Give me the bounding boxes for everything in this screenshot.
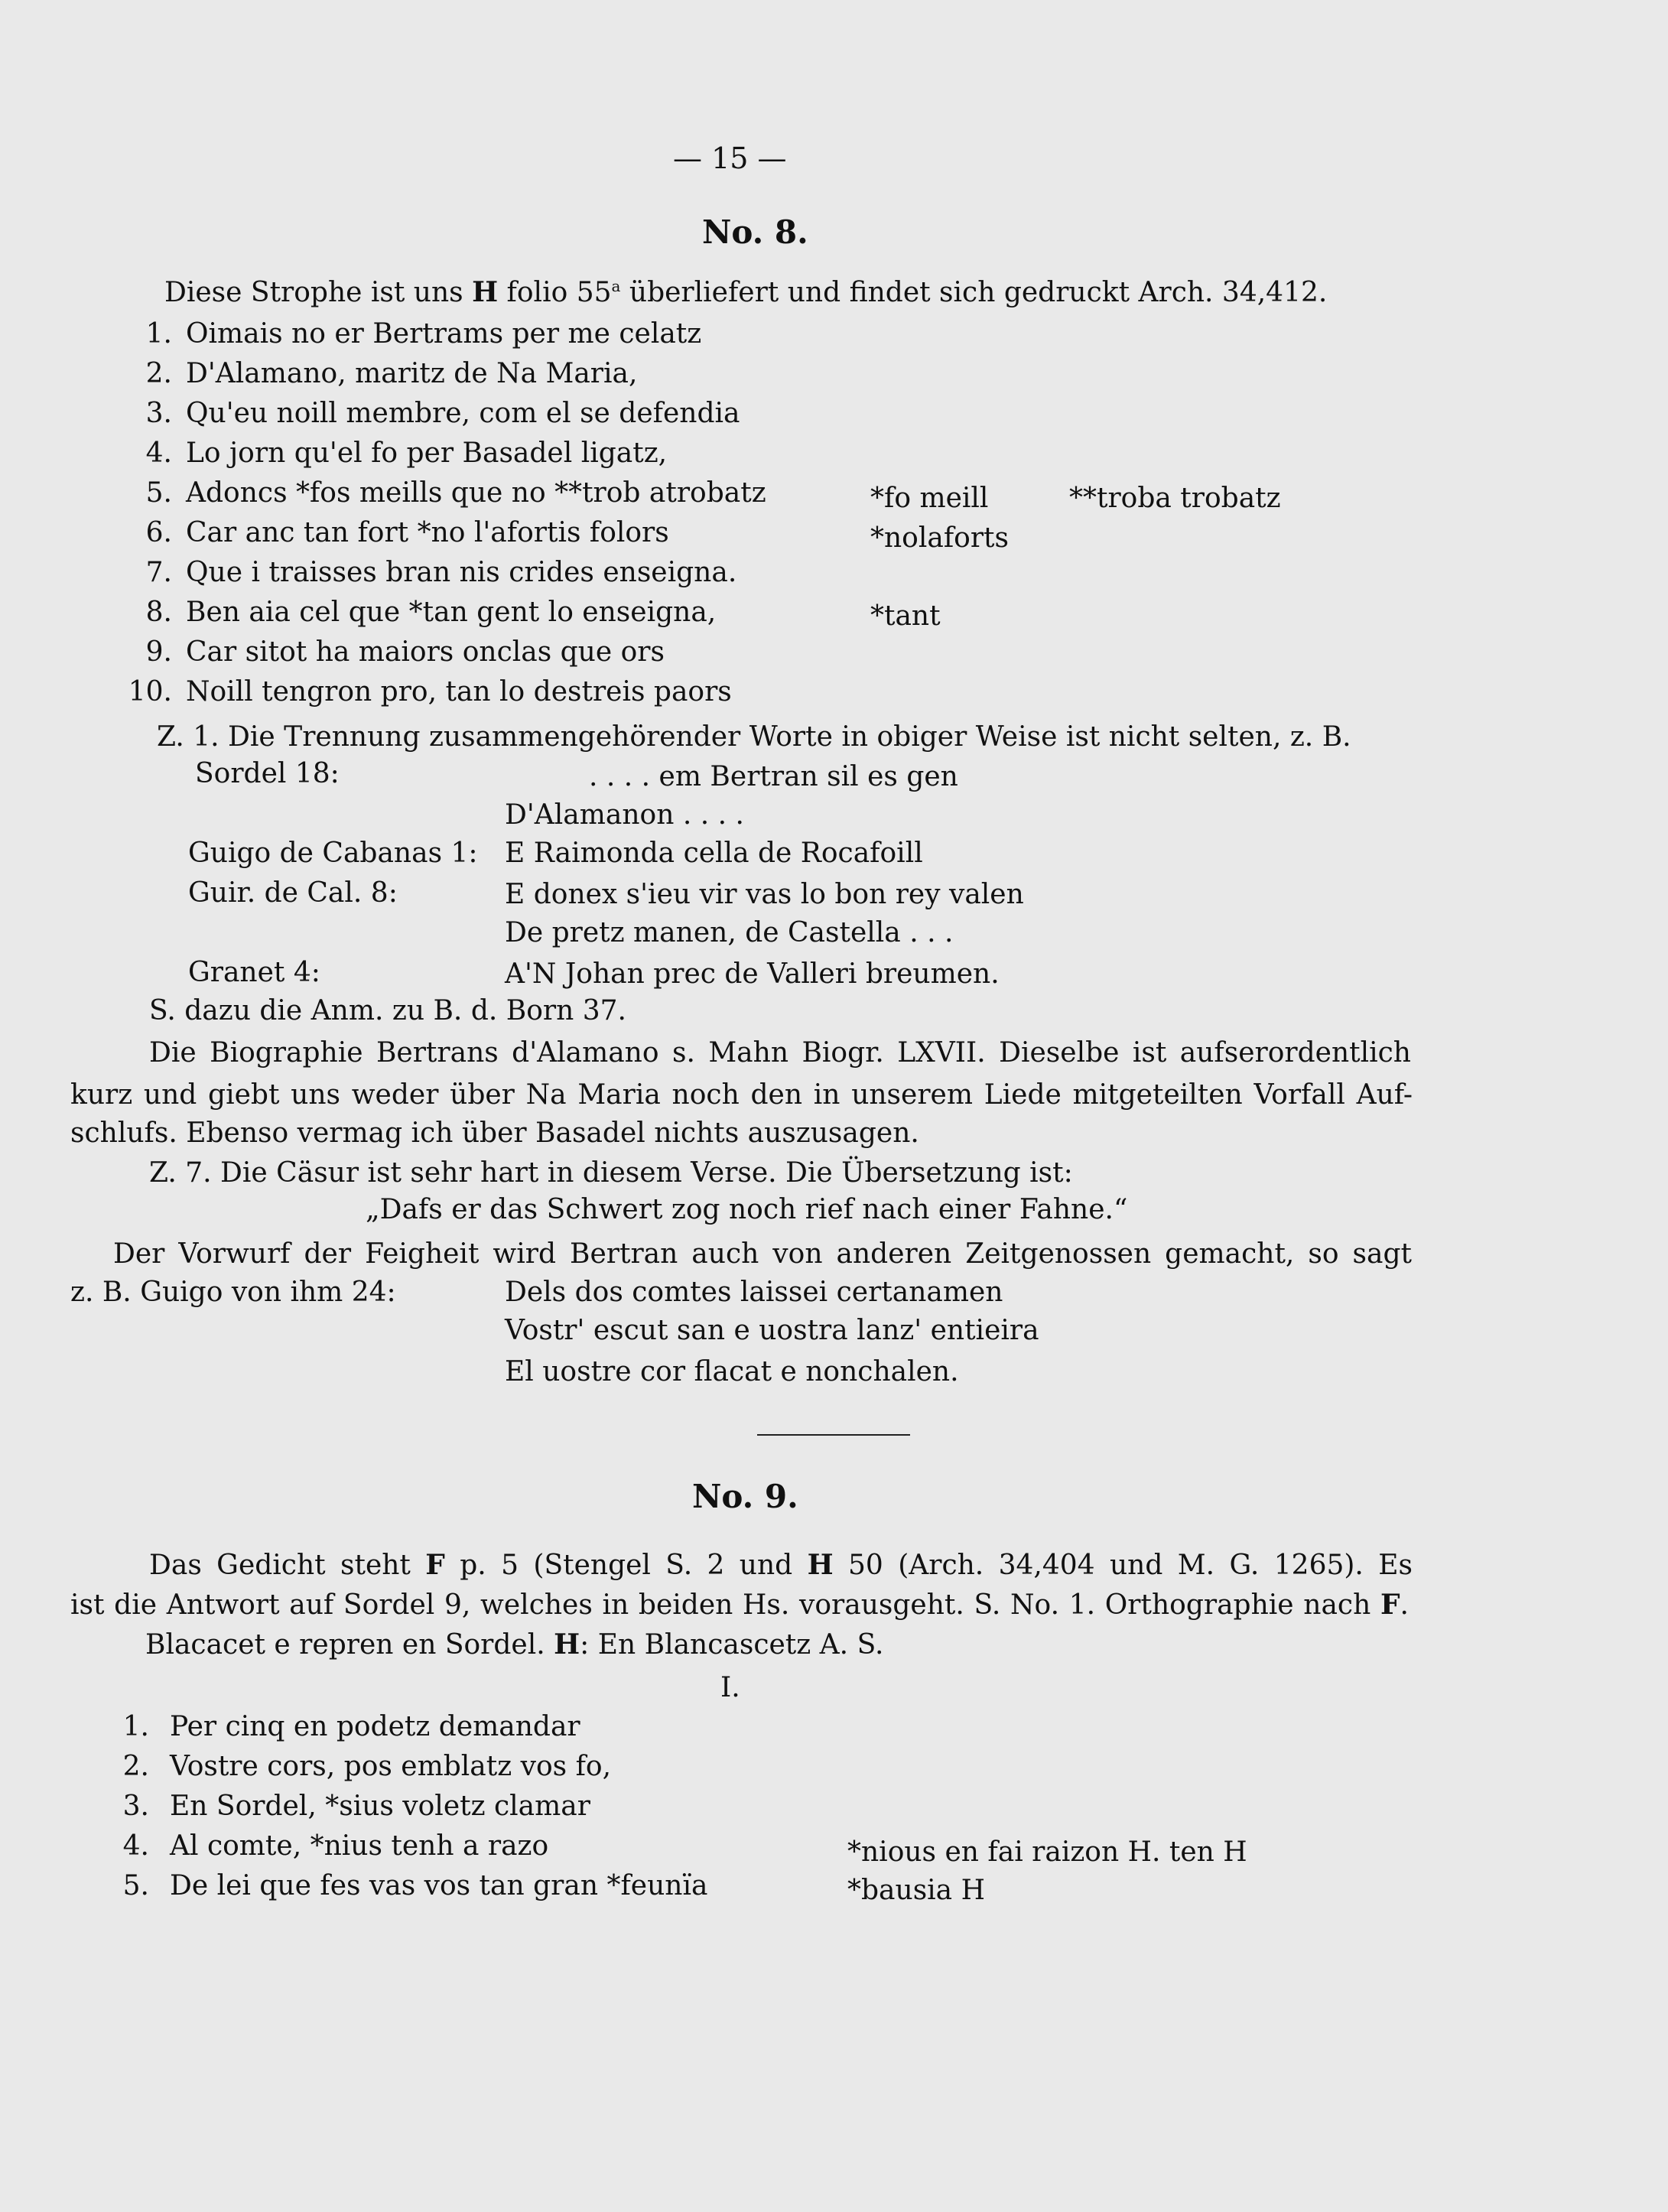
paragraph-line: kurz und giebt uns weder über Na Maria noch den in unserem Liede mitgeteilten Vorfall Auf- <box>70 1079 1413 1111</box>
verse-line: Vostre cors, pos emblatz vos fo, <box>170 1751 612 1782</box>
line-number: 4. <box>145 438 172 469</box>
paragraph-line: Der Vorwurf der Feigheit wird Bertran auch von anderen Zeitgenossen gemacht, so sagt <box>113 1238 1412 1270</box>
example-quote: Vostr' escut san e uostra lanz' entieira <box>505 1315 1039 1346</box>
verse-line: Adoncs *fos meills que no **trob atrobatz <box>186 477 766 509</box>
variant-reading: *tant <box>870 600 941 632</box>
example-quote: . . . . em Bertran sil es gen <box>589 761 958 792</box>
para-text: : En Blancascetz A. S. <box>580 1629 884 1661</box>
verse-line: Que i traisses bran nis crides enseigna. <box>186 557 737 588</box>
line-number: 10. <box>128 676 172 708</box>
paragraph-line: schlufs. Ebenso vermag ich über Basadel nichts auszusagen. <box>70 1117 919 1149</box>
note-z7: Z. 7. Die Cäsur ist sehr hart in diesem Verse. Die Übersetzung ist: <box>149 1157 1073 1189</box>
para-text: Blacacet e repren en Sordel. <box>145 1629 554 1661</box>
line-number: 5. <box>145 477 172 509</box>
translation-quote: „Dafs er das Schwert zog noch rief nach einer Fahne.“ <box>366 1194 1128 1225</box>
line-number: 6. <box>145 517 172 548</box>
para-text: 50 (Arch. 34,404 und M. G. 1265). Es <box>833 1550 1413 1581</box>
line-number: 3. <box>145 398 172 429</box>
verse-line: Car anc tan fort *no l'afortis folors <box>186 517 669 548</box>
verse-line: Per cinq en podetz demandar <box>170 1711 580 1742</box>
line-number: 2. <box>145 358 172 389</box>
superscript-a: a <box>611 277 621 295</box>
verse-line: Ben aia cel que *tan gent lo enseigna, <box>186 597 717 628</box>
variant-reading: **troba trobatz <box>1069 483 1281 514</box>
verse-line: Car sitot ha maiors onclas que ors <box>186 636 665 668</box>
example-quote: D'Alamanon . . . . <box>505 799 744 831</box>
verse-line: Qu'eu noill membre, com el se defendia <box>186 398 740 429</box>
line-number: 2. <box>122 1751 149 1782</box>
no9-paragraph-line <box>149 1548 1413 1583</box>
section-divider <box>757 1434 910 1436</box>
line-number: 5. <box>122 1870 149 1901</box>
example-source: Guigo de Cabanas 1: <box>188 838 478 869</box>
verse-line: En Sordel, *sius voletz clamar <box>170 1791 590 1822</box>
variant-reading: *nious en fai raizon H. ten H <box>847 1836 1247 1868</box>
line-number: 9. <box>145 636 172 668</box>
example-quote: A'N Johan prec de Valleri breumen. <box>505 958 1000 990</box>
para-text: ist die Antwort auf Sordel 9, welches in beiden Hs. vorausgeht. S. No. 1. Orthographie nach <box>70 1589 1380 1621</box>
example-source: Guir. de Cal. 8: <box>188 877 398 909</box>
line-number: 1. <box>145 318 172 350</box>
example-quote: E Raimonda cella de Rocafoill <box>505 838 923 869</box>
para-text: Das Gedicht steht <box>149 1550 426 1581</box>
siglum-h: H <box>472 276 499 308</box>
paragraph-line: Die Biographie Bertrans d'Alamano s. Mahn Biogr. LXVII. Dieselbe ist aufserordentlich <box>149 1037 1411 1069</box>
siglum-f: F <box>1380 1589 1400 1621</box>
verse-line: Lo jorn qu'el fo per Basadel ligatz, <box>186 438 668 469</box>
example-quote: De pretz manen, de Castella . . . <box>505 917 954 948</box>
section-heading-no8: No. 8. <box>702 213 808 251</box>
example-source: Granet 4: <box>188 957 320 988</box>
line-number: 4. <box>122 1830 149 1862</box>
line-number: 1. <box>122 1711 149 1742</box>
stanza-number: I. <box>720 1672 740 1703</box>
no9-paragraph-line <box>70 1588 1409 1622</box>
intro-text: Diese Strophe ist uns <box>164 277 473 308</box>
siglum-h: H <box>807 1549 834 1581</box>
para-text: . <box>1400 1589 1409 1621</box>
page-number: — 15 — <box>673 142 787 175</box>
example-quote: El uostre cor flacat e nonchalen. <box>505 1356 959 1387</box>
no8-intro <box>164 269 1327 310</box>
note-cross-reference: S. dazu die Anm. zu B. d. Born 37. <box>149 995 626 1026</box>
example-source: Sordel 18: <box>195 758 340 789</box>
example-source: z. B. Guigo von ihm 24: <box>70 1277 396 1308</box>
verse-line: Al comte, *nius tenh a razo <box>170 1830 549 1862</box>
verse-line: De lei que fes vas vos tan gran *feunïa <box>170 1870 708 1901</box>
line-number: 3. <box>122 1791 149 1822</box>
siglum-h: H <box>554 1628 580 1661</box>
line-number: 7. <box>145 557 172 588</box>
siglum-f: F <box>425 1549 445 1581</box>
no9-paragraph-line <box>145 1628 883 1662</box>
variant-reading: *nolaforts <box>870 522 1009 554</box>
note-z1: Z. 1. Die Trennung zusammengehörender Worte in obiger Weise ist nicht selten, z. B. <box>157 721 1351 753</box>
verse-line: D'Alamano, maritz de Na Maria, <box>186 358 638 389</box>
example-quote: E donex s'ieu vir vas lo bon rey valen <box>505 879 1024 910</box>
variant-reading: *fo meill <box>870 483 989 514</box>
intro-text: folio 55 <box>498 277 612 308</box>
line-number: 8. <box>145 597 172 628</box>
section-heading-no9: No. 9. <box>692 1478 798 1515</box>
verse-line: Oimais no er Bertrams per me celatz <box>186 318 702 350</box>
para-text: p. 5 (Stengel S. 2 und <box>444 1550 808 1581</box>
verse-line: Noill tengron pro, tan lo destreis paors <box>186 676 732 708</box>
example-quote: Dels dos comtes laissei certanamen <box>505 1277 1003 1308</box>
intro-text: überliefert und findet sich gedruckt Arch. 34,412. <box>620 277 1328 308</box>
variant-reading: *bausia H <box>847 1875 985 1906</box>
